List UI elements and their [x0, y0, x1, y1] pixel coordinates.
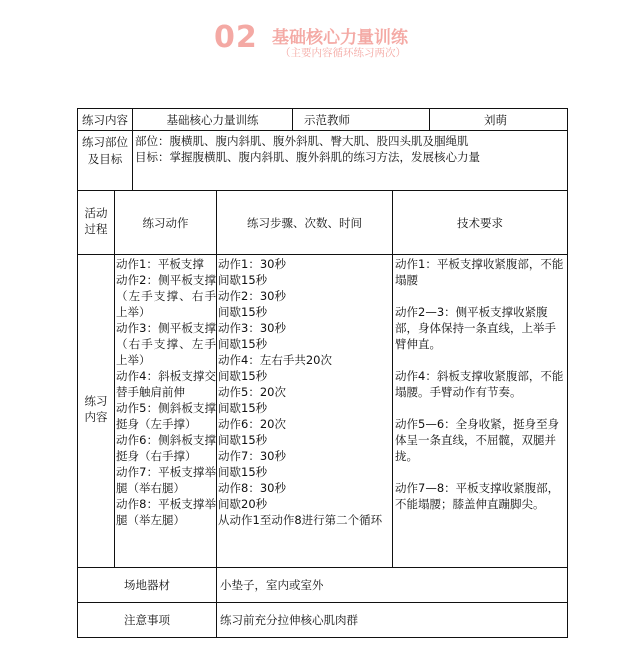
parts-text: 部位：腹横肌、腹内斜肌、腹外斜肌、臀大肌、股四头肌及腘绳肌	[135, 134, 469, 148]
col-divider	[216, 190, 217, 637]
notes-value: 练习前充分拉伸核心肌肉群	[220, 613, 358, 627]
goal-text: 目标：掌握腹横肌、腹内斜肌、腹外斜肌的练习方法，发展核心力量	[135, 150, 480, 164]
row-divider	[78, 254, 567, 255]
content-value: 基础核心力量训练	[166, 112, 259, 127]
training-table	[77, 108, 568, 638]
section-number: 02	[214, 20, 258, 55]
teacher-name: 刘萌	[484, 112, 507, 127]
parts-goal-label: 练习部位及目标	[82, 135, 128, 166]
content-label: 练习内容	[82, 112, 128, 127]
requirements-header: 技术要求	[457, 215, 503, 230]
teacher-label: 示范教师	[304, 112, 350, 127]
actions-header: 练习动作	[142, 215, 189, 230]
notes-label: 注意事项	[124, 613, 170, 627]
requirement-item: 动作1：平板支撑收紧腹部，不能塌腰	[395, 257, 564, 287]
requirement-item: 动作5—6：全身收紧，挺身至身体呈一条直线，不屈髋，双腿并拢。	[395, 417, 560, 463]
requirement-item: 动作7—8：平板支撑收紧腹部，不能塌腰；膝盖伸直蹦脚尖。	[395, 481, 560, 511]
steps-header: 练习步骤、次数、时间	[247, 215, 362, 230]
steps-text: 动作1：30秒 间歇15秒 动作2：30秒 间歇15秒 动作3：30秒 间歇15秒 动作4：左右手共20次 间歇15秒 动作5：20次 间歇15秒 动作6：20次 间歇15秒 动作7：30秒 间歇15秒 动作8：30秒 间歇20秒 从动作1至动作8进行第二个循环	[218, 257, 383, 527]
venue-value: 小垫子，室内或室外	[220, 578, 324, 592]
requirement-item: 动作2—3：侧平板支撑收紧腹部，身体保持一条直线，上举手臂伸直。	[395, 305, 556, 351]
actions-text: 动作1：平板支撑 动作2：侧平板支撑（左手支撑、右手上举） 动作3：侧平板支撑（右手支撑、左手上举） 动作4：斜板支撑交替手触肩前伸 动作5：侧斜板支撑挺身（左手撑） 动作6：侧斜板支撑挺身（右手撑） 动作7：平板支撑举腿（举右腿） 动作8：平板支撑举腿（举左腿）	[116, 257, 216, 527]
row-divider	[78, 130, 567, 131]
venue-label: 场地器材	[124, 578, 170, 592]
section-title: 基础核心力量训练	[272, 28, 408, 48]
section-label: 练习内容	[84, 394, 108, 424]
process-header: 活动过程	[84, 206, 108, 236]
requirement-item: 动作4：斜板支撑收紧腹部，不能塌腰。手臂动作有节奏。	[395, 369, 564, 399]
col-divider	[292, 109, 293, 130]
col-divider	[429, 109, 430, 130]
section-header	[0, 18, 635, 66]
requirements-list	[395, 256, 565, 566]
section-subtitle: （主要内容循环练习两次）	[280, 47, 406, 59]
